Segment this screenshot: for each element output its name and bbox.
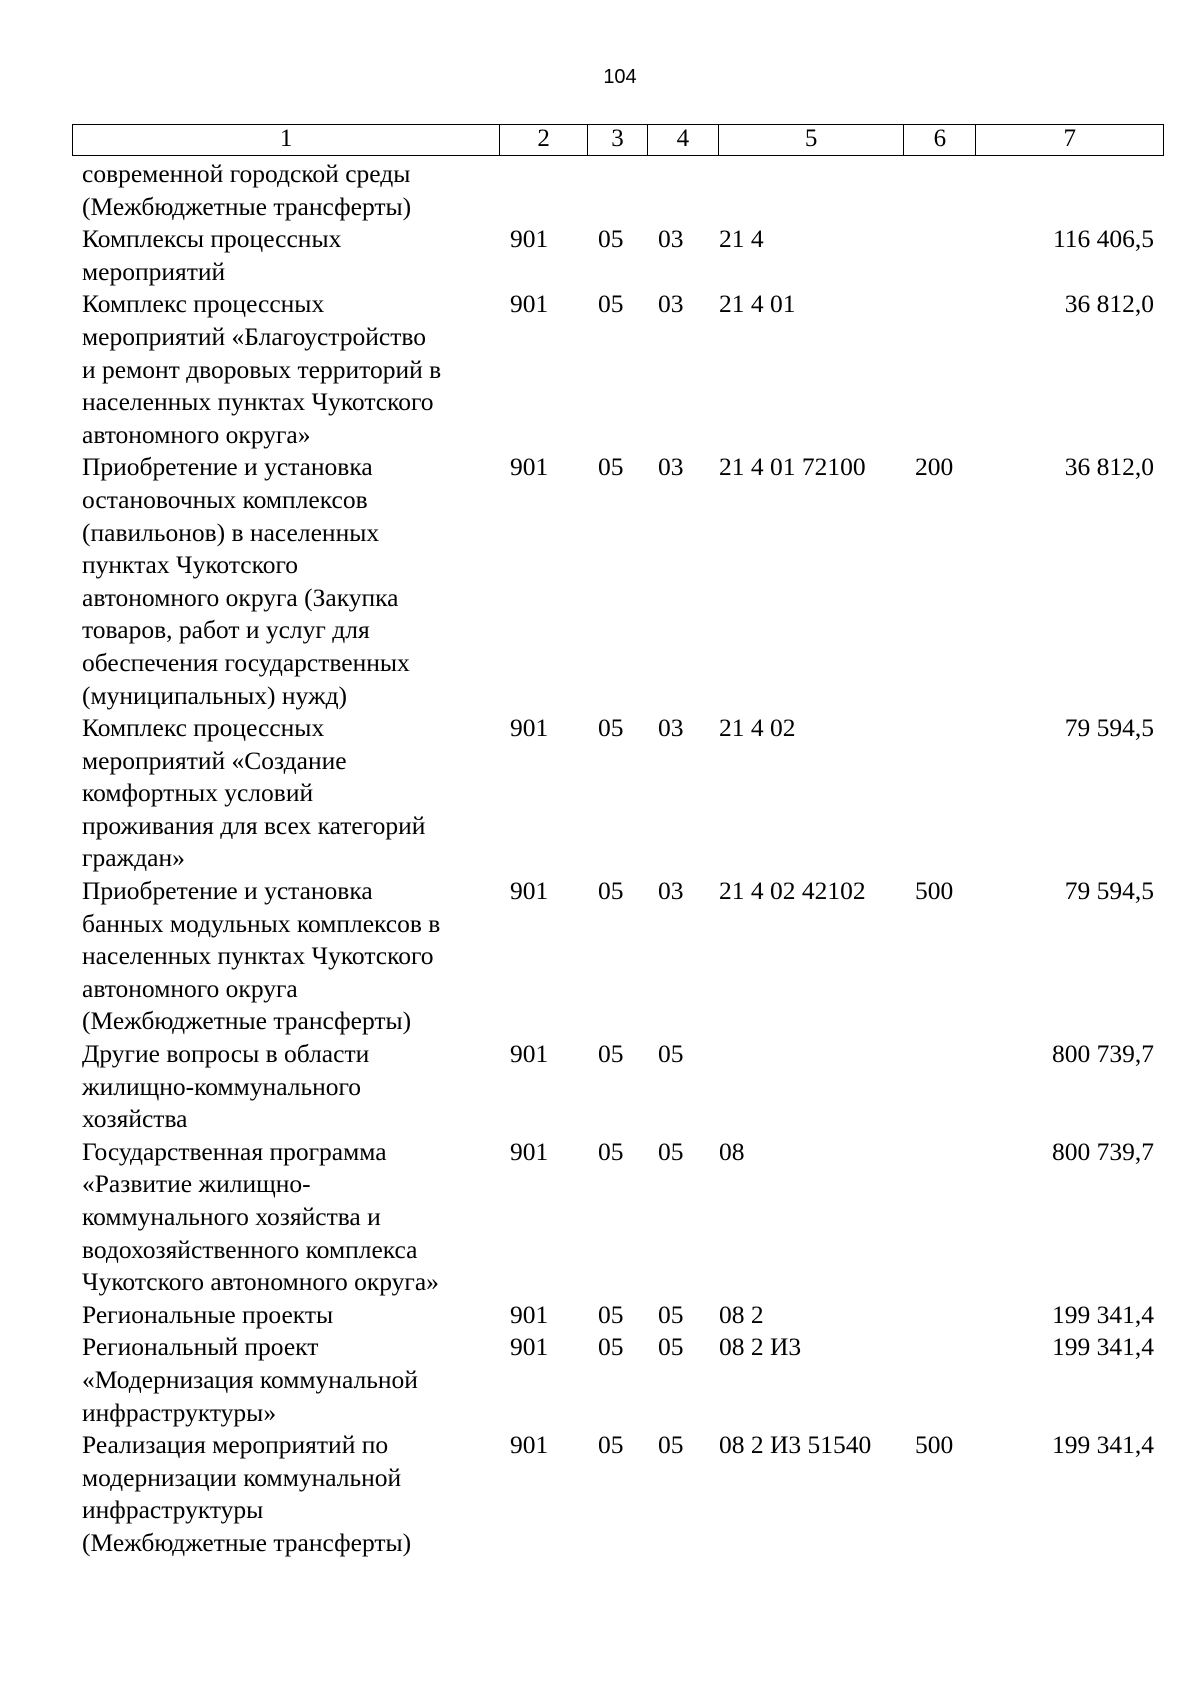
row-expense-type-cell bbox=[905, 1038, 977, 1136]
row-section-cell: 05 bbox=[598, 1332, 624, 1362]
row-subsection-cell bbox=[648, 158, 719, 223]
row-section-cell: 05 bbox=[598, 713, 624, 743]
row-section-cell: 05 bbox=[598, 452, 624, 482]
row-name-cell: Приобретение и установка банных модульных комплексов в населенных пунктах Чукотского автономного округа (Межбюджетные трансферты) bbox=[82, 876, 441, 1036]
row-name-cell: Региональные проекты bbox=[82, 1299, 334, 1329]
row-expense-type-cell bbox=[905, 1136, 977, 1299]
row-expense-type-cell bbox=[905, 288, 977, 451]
row-target-article-cell bbox=[719, 158, 905, 223]
row-grbs-cell bbox=[500, 158, 588, 223]
row-amount-cell: 36 812,0 bbox=[1064, 289, 1154, 319]
row-expense-type-cell: 500 bbox=[915, 1430, 954, 1460]
row-name-cell: Комплекс процессных мероприятий «Создание комфортных условий проживания для всех категорий граждан» bbox=[82, 713, 426, 873]
row-section-cell: 05 bbox=[598, 224, 624, 254]
row-grbs-cell: 901 bbox=[510, 876, 549, 906]
table-row bbox=[72, 158, 1164, 223]
row-amount-cell: 800 739,7 bbox=[1052, 1039, 1154, 1069]
row-grbs-cell: 901 bbox=[510, 224, 549, 254]
row-subsection-cell: 05 bbox=[658, 1039, 684, 1069]
table-row bbox=[72, 712, 1164, 875]
row-section-cell: 05 bbox=[598, 1039, 624, 1069]
row-grbs-cell: 901 bbox=[510, 1039, 549, 1069]
table-row bbox=[72, 1429, 1164, 1559]
row-target-article-cell: 08 bbox=[719, 1136, 745, 1166]
row-expense-type-cell: 500 bbox=[915, 876, 954, 906]
header-col-6: 6 bbox=[904, 125, 976, 155]
row-subsection-cell: 03 bbox=[658, 289, 684, 319]
row-grbs-cell: 901 bbox=[510, 1430, 549, 1460]
row-target-article-cell: 21 4 01 72100 bbox=[719, 452, 866, 482]
table-row bbox=[72, 451, 1164, 712]
row-grbs-cell: 901 bbox=[510, 713, 549, 743]
row-amount-cell: 116 406,5 bbox=[1052, 224, 1154, 254]
row-section-cell: 05 bbox=[598, 1299, 624, 1329]
row-section-cell: 05 bbox=[598, 876, 624, 906]
row-amount-cell: 199 341,4 bbox=[1052, 1332, 1154, 1362]
row-name-cell: Комплекс процессных мероприятий «Благоустройство и ремонт дворовых территорий в населенных пунктах Чукотского автономного округа» bbox=[82, 289, 442, 449]
row-expense-type-cell bbox=[905, 158, 977, 223]
row-subsection-cell: 05 bbox=[658, 1430, 684, 1460]
row-expense-type-cell bbox=[905, 223, 977, 288]
header-col-3: 3 bbox=[588, 125, 648, 155]
row-target-article-cell: 21 4 02 bbox=[719, 713, 796, 743]
row-amount-cell: 79 594,5 bbox=[1064, 876, 1154, 906]
header-col-1: 1 bbox=[73, 125, 500, 155]
row-name-cell: Реализация мероприятий по модернизации коммунальной инфраструктуры (Межбюджетные трансферты) bbox=[82, 1430, 412, 1557]
row-name-cell: Региональный проект «Модернизация коммунальной инфраструктуры» bbox=[82, 1332, 418, 1427]
table-row bbox=[72, 1299, 1164, 1332]
row-target-article-cell: 08 2 И3 bbox=[719, 1332, 802, 1362]
row-expense-type-cell: 200 bbox=[915, 452, 954, 482]
row-name-cell: Другие вопросы в области жилищно-коммунального хозяйства bbox=[82, 1039, 370, 1134]
row-expense-type-cell bbox=[905, 1299, 977, 1332]
table-row bbox=[72, 1136, 1164, 1299]
row-amount-cell: 199 341,4 bbox=[1052, 1299, 1154, 1329]
row-section-cell: 05 bbox=[598, 1136, 624, 1166]
table-row bbox=[72, 1331, 1164, 1429]
row-amount-cell: 79 594,5 bbox=[1064, 713, 1154, 743]
row-subsection-cell: 05 bbox=[658, 1299, 684, 1329]
header-col-5: 5 bbox=[719, 125, 905, 155]
row-amount-cell bbox=[977, 158, 1164, 223]
row-target-article-cell: 21 4 02 42102 bbox=[719, 876, 866, 906]
row-subsection-cell: 03 bbox=[658, 224, 684, 254]
table-row bbox=[72, 1038, 1164, 1136]
header-col-2: 2 bbox=[500, 125, 588, 155]
row-subsection-cell: 05 bbox=[658, 1332, 684, 1362]
row-expense-type-cell bbox=[905, 712, 977, 875]
header-col-4: 4 bbox=[648, 125, 719, 155]
table-header-row bbox=[72, 124, 1164, 156]
table-row bbox=[72, 875, 1164, 1038]
row-target-article-cell bbox=[719, 1038, 905, 1136]
row-grbs-cell: 901 bbox=[510, 1299, 549, 1329]
row-grbs-cell: 901 bbox=[510, 289, 549, 319]
row-name-cell: Приобретение и установка остановочных комплексов (павильонов) в населенных пунктах Чукотского автономного округа (Закупка товаров, работ и услуг для обеспечения государственных (муниципальных) нужд) bbox=[82, 452, 410, 710]
row-grbs-cell: 901 bbox=[510, 1136, 549, 1166]
row-target-article-cell: 08 2 bbox=[719, 1299, 764, 1329]
row-name-cell: Комплексы процессных мероприятий bbox=[82, 224, 342, 286]
page-number: 104 bbox=[603, 66, 637, 88]
row-target-article-cell: 21 4 01 bbox=[719, 289, 796, 319]
row-grbs-cell: 901 bbox=[510, 452, 549, 482]
row-name-cell: Государственная программа «Развитие жилищно- коммунального хозяйства и водохозяйственного комплекса Чукотского автономного округа» bbox=[82, 1136, 439, 1297]
row-amount-cell: 36 812,0 bbox=[1064, 452, 1154, 482]
table-row bbox=[72, 288, 1164, 451]
row-expense-type-cell bbox=[905, 1331, 977, 1429]
row-section-cell: 05 bbox=[598, 289, 624, 319]
row-subsection-cell: 03 bbox=[658, 713, 684, 743]
header-col-7: 7 bbox=[1063, 125, 1076, 152]
table-row bbox=[72, 223, 1164, 288]
budget-table-body bbox=[72, 158, 1164, 1560]
row-subsection-cell: 03 bbox=[658, 452, 684, 482]
row-section-cell bbox=[588, 158, 648, 223]
row-grbs-cell: 901 bbox=[510, 1332, 549, 1362]
row-subsection-cell: 03 bbox=[658, 876, 684, 906]
row-target-article-cell: 08 2 И3 51540 bbox=[719, 1430, 872, 1460]
row-amount-cell: 199 341,4 bbox=[1052, 1430, 1154, 1460]
row-amount-cell: 800 739,7 bbox=[1052, 1136, 1154, 1166]
row-name-cell: современной городской среды (Межбюджетные трансферты) bbox=[82, 159, 412, 221]
row-subsection-cell: 05 bbox=[658, 1136, 684, 1166]
row-section-cell: 05 bbox=[598, 1430, 624, 1460]
row-target-article-cell: 21 4 bbox=[719, 224, 764, 254]
